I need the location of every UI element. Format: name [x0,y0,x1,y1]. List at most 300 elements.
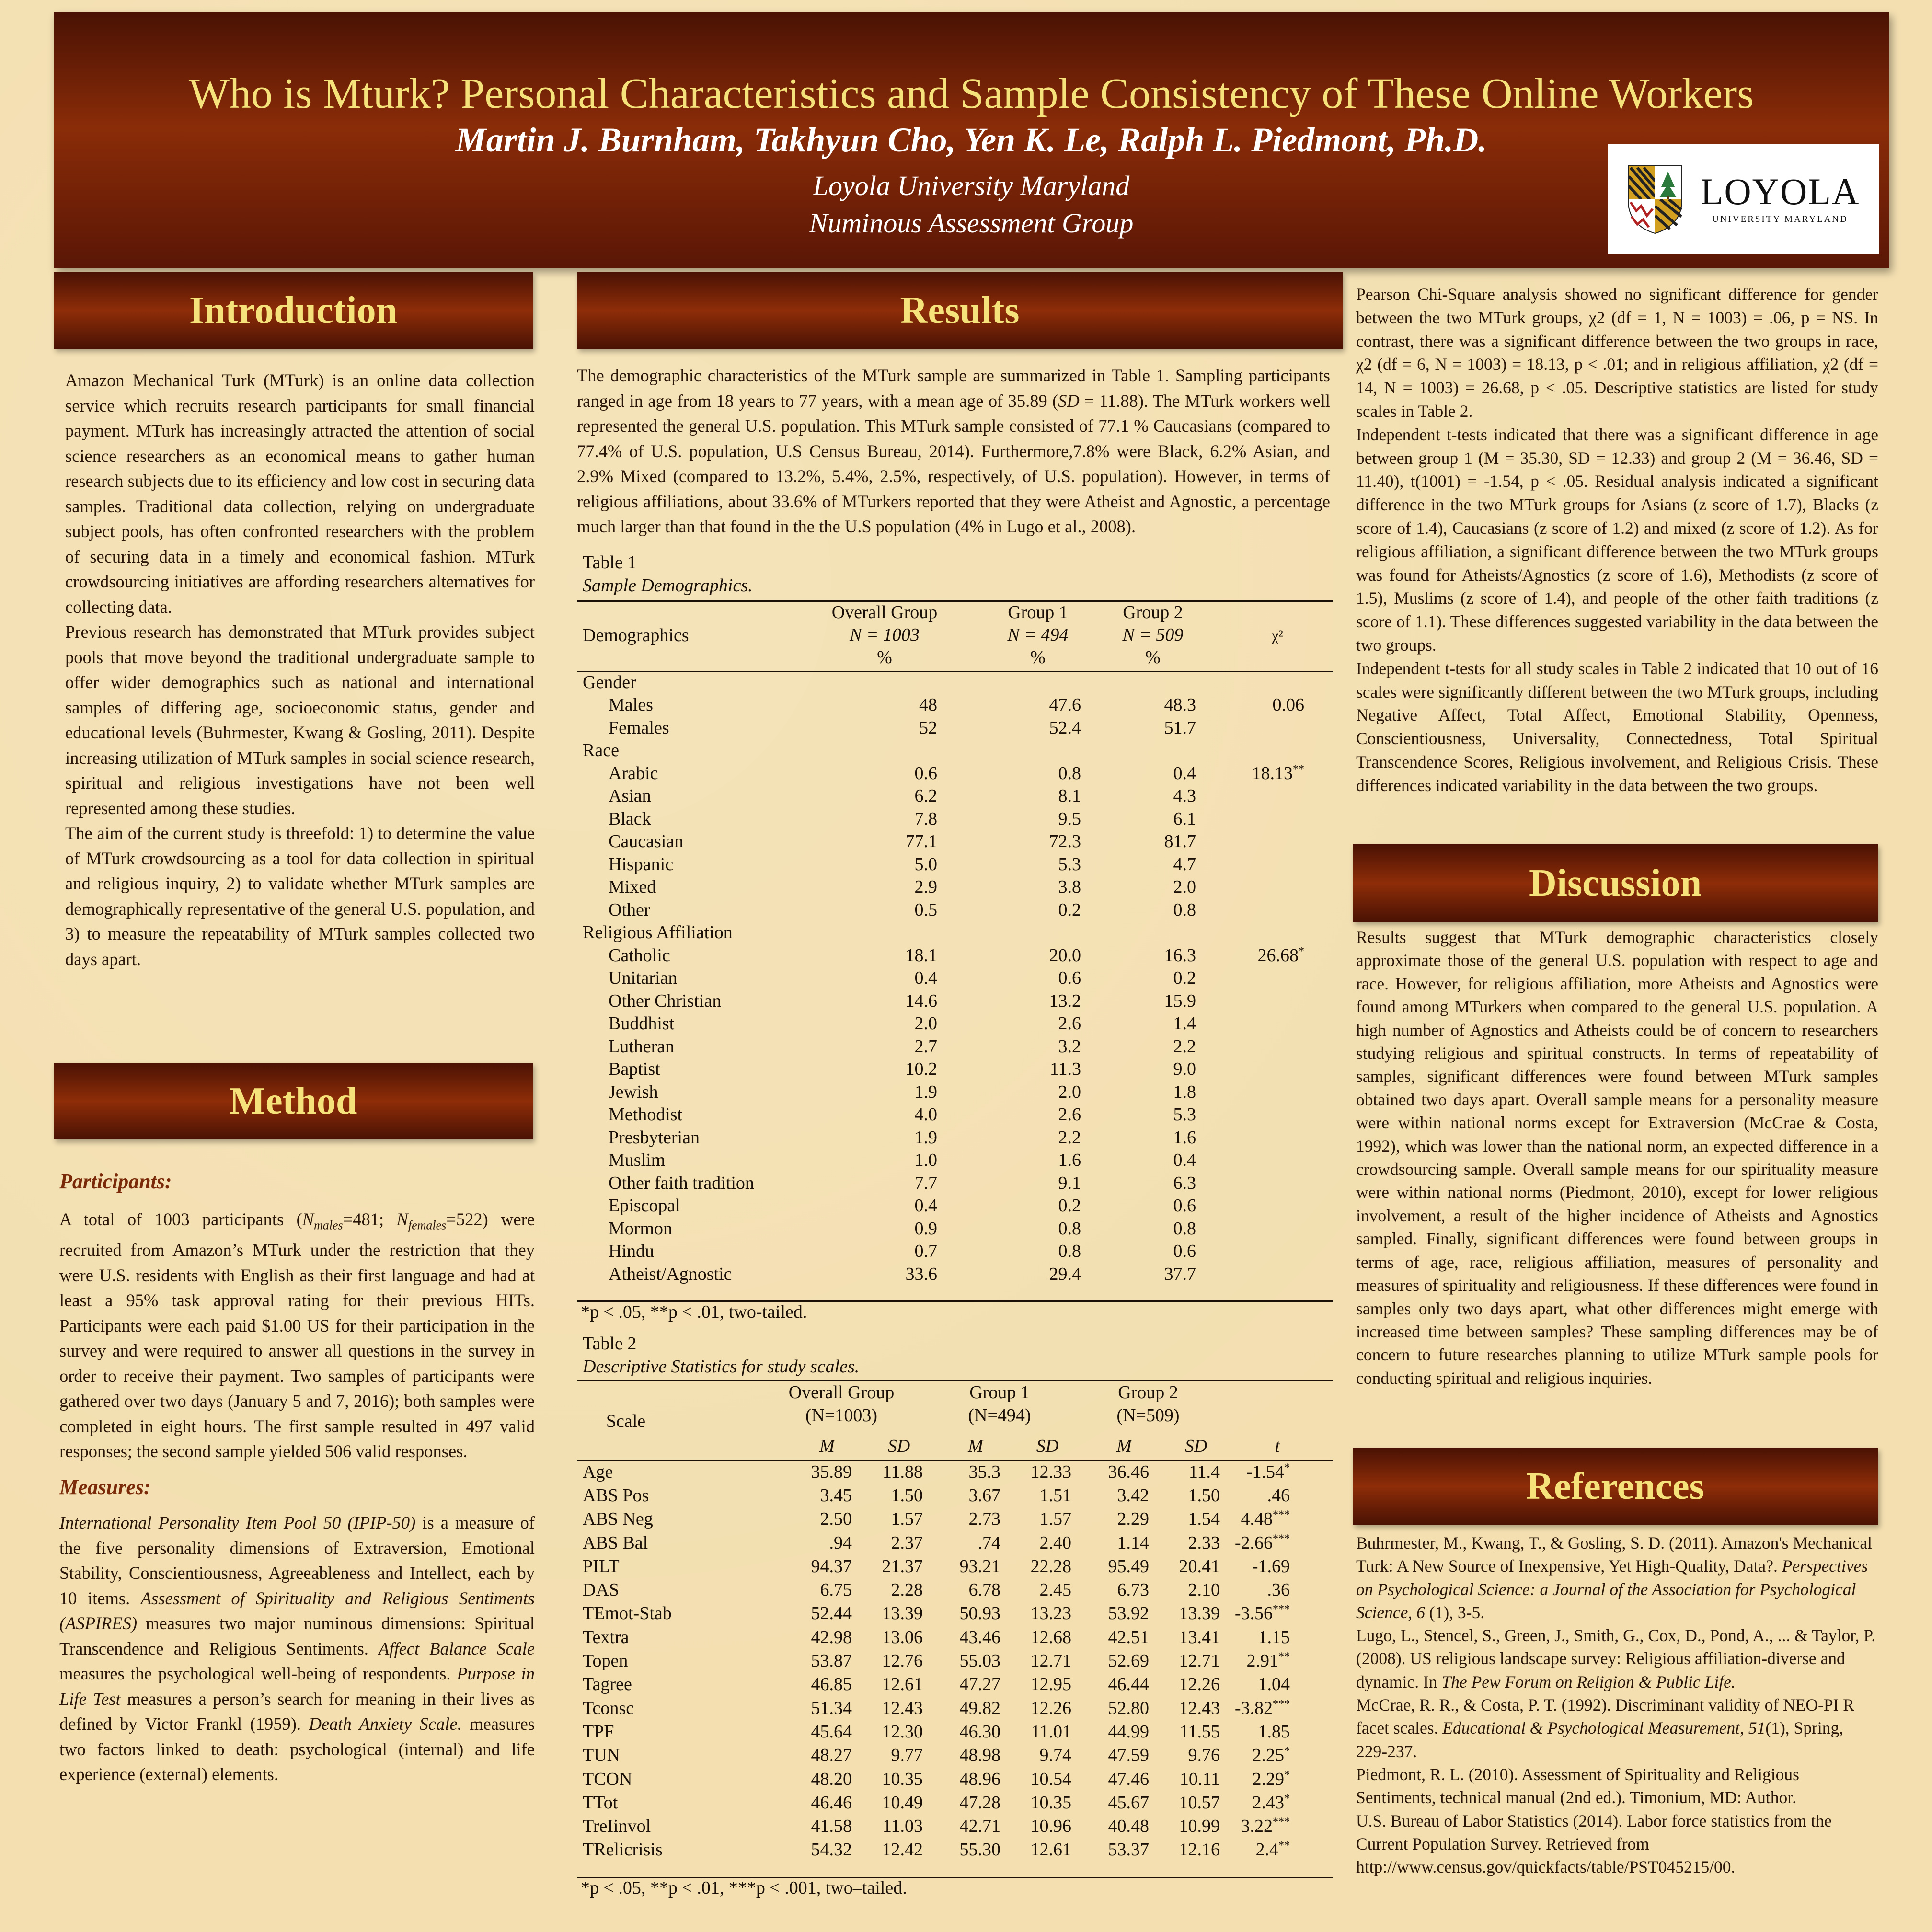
method-heading: Method [54,1063,533,1139]
group2-value: 0.8 [1173,899,1196,920]
group1-value: 3.2 [1058,1036,1081,1057]
group2-sd: 2.10 [1188,1580,1220,1600]
row-label: Catholic [609,945,670,966]
overall-sd: 12.43 [882,1698,923,1718]
overall-value: 6.2 [914,786,937,806]
group1-value: 2.2 [1058,1127,1081,1148]
chi-value [1196,671,1328,694]
scale-label: DAS [583,1580,620,1600]
group2-sd: 20.41 [1179,1556,1220,1576]
group2-value [1081,921,1196,944]
overall-value: 7.8 [914,808,937,829]
overall-sd: 13.39 [882,1603,923,1624]
table-row [583,1554,1328,1578]
table2-caption: Table 2 Descriptive Statistics for study scales. [583,1334,860,1377]
table-row [583,807,1328,830]
table-row [583,1058,1328,1081]
overall-value: 0.9 [914,1218,937,1239]
table-row [583,1035,1328,1058]
group2-sd: 13.41 [1179,1627,1220,1647]
group2-value: 2.0 [1173,877,1196,897]
group2-sd: 11.4 [1188,1461,1220,1482]
overall-value: 18.1 [905,945,937,966]
reference-item: McCrae, R. R., & Costa, P. T. (1992). Discriminant validity of NEO-PI R facet scales. Educational & Psychological Measurement, 51(1), Spring, 229-237. [1356,1695,1854,1761]
table-row [583,989,1328,1012]
table-row [583,1649,1328,1672]
overall-value [784,671,937,694]
group1-value: 47.6 [1049,695,1081,715]
row-label: Other Christian [609,990,722,1011]
overall-mean: 46.85 [811,1674,852,1695]
group2-mean: 95.49 [1108,1556,1149,1576]
row-label: Females [609,717,669,738]
reference-item: Buhrmester, M., Kwang, T., & Gosling, S. D. (2011). Amazon's Mechanical Turk: A New Source of Inexpensive, Yet High-Quality, Data?. Perspectives on Psychological Science: a Journal of the Association for Psychological Science, 6 (1), 3-5. [1356,1533,1873,1622]
row-label: Mormon [609,1218,672,1239]
overall-mean: 51.34 [811,1698,852,1718]
row-label: Presbyterian [609,1127,700,1148]
group2-value: 0.4 [1173,1150,1196,1171]
row-label: Atheist/Agnostic [609,1264,732,1284]
group1-sd: 12.61 [1030,1840,1071,1860]
results-continued [1356,283,1878,797]
overall-sd: 12.30 [882,1721,923,1742]
group2-sd: 13.39 [1179,1603,1220,1624]
group2-sd: 2.33 [1188,1532,1220,1553]
table-row [583,876,1328,899]
group2-sd: 12.26 [1179,1674,1220,1695]
group2-mean: 2.29 [1117,1509,1149,1530]
table2-header: Scale Overall Group (N=1003) Group 1 (N=494) Group 2 (N=509) M SD M SD M SD t [606,1382,1280,1456]
overall-sd: 12.76 [882,1651,923,1671]
table-row [583,1012,1328,1035]
intro-paragraph: The aim of the current study is threefold: 1) to determine the value of MTurk crowdsourcing as a tool for data collection in spiritual and religious inquiry, 2) to validate whether MTurk samples are demographically representative of the general U.S. population, and 3) to measure the repeatability of MTurk samples collected two days apart. [65,823,535,969]
group1-sd: 12.26 [1030,1698,1071,1718]
table2-note: *p < .05, **p < .01, ***p < .001, two–tailed. [581,1878,907,1898]
group2-value: 48.3 [1164,695,1196,715]
row-label: Muslim [609,1150,666,1171]
t-value: 1.15 [1258,1627,1290,1647]
table-row [583,1720,1328,1743]
table-row [583,1814,1328,1838]
crest-icon [1627,163,1683,235]
poster-header [54,12,1889,268]
group2-mean: 42.51 [1108,1627,1149,1647]
table-row [583,1104,1328,1127]
overall-mean: 48.20 [811,1769,852,1789]
affiliation-university: Loyola University Maryland [813,170,1130,201]
table-row [583,671,1328,694]
table-row [583,1240,1328,1263]
scale-label: TCON [583,1769,632,1789]
group1-value: 5.3 [1058,854,1081,874]
group1-mean: 43.46 [959,1627,1000,1647]
chi-value [1196,1081,1328,1104]
overall-mean: 2.50 [820,1509,852,1530]
chi-value [1196,807,1328,830]
group1-mean: 47.28 [959,1792,1000,1813]
group1-value: 52.4 [1049,717,1081,738]
group2-value: 5.3 [1173,1104,1196,1125]
chi-value [1196,1104,1328,1127]
group2-sd: 1.54 [1188,1509,1220,1530]
overall-mean: 53.87 [811,1651,852,1671]
reference-item: Piedmont, R. L. (2010). Assessment of Spirituality and Religious Sentiments, technical manual (2nd ed.). Timonium, MD: Author. [1356,1764,1799,1807]
poster-authors: Martin J. Burnham, Takhyun Cho, Yen K. Le, Ralph L. Piedmont, Ph.D. [455,121,1487,159]
t-value: .46 [1267,1485,1290,1506]
table1-note: *p < .05, **p < .01, two-tailed. [581,1302,807,1322]
group1-value: 9.1 [1058,1173,1081,1193]
chi-value [1196,1263,1328,1286]
overall-sd: 9.77 [891,1745,923,1766]
chi-value [1196,876,1328,899]
group1-value: 2.0 [1058,1081,1081,1102]
reference-item: Lugo, L., Stencel, S., Green, J., Smith, G., Cox, D., Pond, A., ... & Taylor, P. (2008). US religious landscape survey: Religious affiliation-diverse and dynamic. In The Pew Forum on Religion & Public Life. [1356,1626,1876,1691]
results-body [577,363,1330,540]
group1-sd: 9.74 [1039,1745,1071,1766]
table-row [583,921,1328,944]
group1-mean: 48.98 [959,1745,1000,1766]
table-row [583,1149,1328,1172]
group2-mean: 45.67 [1108,1792,1149,1813]
group1-value [937,739,1081,762]
overall-mean: 48.27 [811,1745,852,1766]
row-label: Methodist [609,1104,683,1125]
group2-value: 37.7 [1164,1264,1196,1284]
table1-caption: Table 1 Sample Demographics. [583,552,753,596]
discussion-heading: Discussion [1353,844,1878,922]
table-row [583,1484,1328,1507]
group1-sd: 1.57 [1039,1509,1071,1530]
group1-mean: 46.30 [959,1721,1000,1742]
table-row [583,1126,1328,1149]
group2-value: 16.3 [1164,945,1196,966]
scale-label: TTot [583,1792,618,1813]
chi-value [1196,1217,1328,1240]
overall-value: 52 [919,717,937,738]
overall-mean: 45.64 [811,1721,852,1742]
group1-mean: .74 [978,1532,1000,1553]
overall-sd: 12.42 [882,1840,923,1860]
overall-value: 0.4 [914,968,937,989]
group1-value: 13.2 [1049,990,1081,1011]
overall-value: 0.7 [914,1241,937,1262]
group1-sd: 2.45 [1039,1580,1071,1600]
table-row [583,1744,1328,1767]
group1-mean: 2.73 [968,1509,1000,1530]
overall-value: 1.9 [914,1081,937,1102]
group1-value: 2.6 [1058,1013,1081,1034]
t-value: .36 [1267,1580,1290,1600]
table-row [583,1263,1328,1286]
results-ttest-paragraph: Independent t-tests indicated that there was a significant difference in age between group 1 (M = 35.30, SD = 12.33) and group 2 (M = 36.46, SD = 11.40), t(1001) = -1.54, p < .05. Residual analysis indicated a significant difference in the two MTurk groups for Asians (z score of 1.7), Blacks (z score of 1.4), Caucasians (z score of 1.2) and mixed (z score of 1.2). As for religious affiliation, a significant difference between the two MTurk groups was found for Atheists/Agnostics (z score of 1.6), Methodists (z score of 1.5), Muslims (z score of 1.4), and people of the other faith traditions (z score of 1.1). These differences suggested variability in the data between the two groups. [1356,425,1878,655]
measures-heading: Measures: [59,1475,151,1499]
group2-mean: 47.59 [1108,1745,1149,1766]
table-row [583,1696,1328,1720]
group2-value [1081,671,1196,694]
scale-label: TRelicrisis [583,1840,663,1860]
overall-value: 10.2 [905,1059,937,1080]
group1-value: 0.6 [1058,968,1081,989]
group2-sd: 10.57 [1179,1792,1220,1813]
intro-paragraph: Previous research has demonstrated that MTurk provides subject pools that move beyond the traditional undergraduate sample to offer wider demographics such as national and international samples of differing age, socioeconomic status, gender and educational levels (Buhrmester, Kwang & Gosling, 2011). Despite increasing utilization of MTurk samples in social science research, spiritual and religious investigations have not been well represented among these studies. [65,622,535,818]
chi-value: 0.06 [1272,695,1304,715]
overall-value: 48 [919,695,937,715]
table-row [583,694,1328,717]
chi-value [1196,716,1328,739]
table-row [583,1217,1328,1240]
measures-paragraph: International Personality Item Pool 50 (IPIP-50) is a measure of the five personality dimensions of Extraversion, Emotional Stability, Conscientiousness, Agreeableness and Intellect, each by 10 items. Assessment of Spirituality and Religious Sentiments (ASPIRES) measures two major numinous dimensions: Spiritual Transcendence and Religious Sentiments. Affect Balance Scale measures the psychological well-being of respondents. Purpose in Life Test measures a person’s search for meaning in their lives as defined by Victor Frankl (1959). Death Anxiety Scale. measures two factors linked to death: psychological (internal) and life experience (external) elements. [59,1513,535,1784]
overall-mean: 52.44 [811,1603,852,1624]
table-row [583,1767,1328,1791]
row-label: Buddhist [609,1013,675,1034]
row-label: Asian [609,786,651,806]
overall-value: 1.0 [914,1150,937,1171]
group1-value: 20.0 [1049,945,1081,966]
row-label: Unitarian [609,968,678,989]
t-value: 2.4** [1255,1839,1290,1860]
discussion-body [1356,926,1878,1390]
group2-mean: 53.37 [1108,1840,1149,1860]
overall-value: 2.7 [914,1036,937,1057]
scale-label: TEmot-Stab [583,1603,672,1624]
overall-value: 0.5 [914,899,937,920]
chi-value [1196,1172,1328,1195]
overall-sd: 2.28 [891,1580,923,1600]
row-label: Arabic [609,763,658,783]
group2-sd: 10.11 [1179,1769,1220,1789]
chi-value [1196,1012,1328,1035]
scale-label: TreIinvol [583,1816,651,1837]
group1-sd: 10.54 [1030,1769,1071,1789]
chi-value [1196,1058,1328,1081]
group1-sd: 2.40 [1039,1532,1071,1553]
table-row [583,967,1328,990]
group1-value: 0.8 [1058,763,1081,783]
group2-mean: 52.69 [1108,1651,1149,1671]
results-heading: Results [577,272,1343,349]
row-label: Hindu [609,1241,654,1262]
table-row [583,1838,1328,1862]
group2-mean: 6.73 [1117,1580,1149,1600]
group2-sd: 11.55 [1179,1721,1220,1742]
t-value: 3.22*** [1241,1816,1290,1837]
overall-mean: 94.37 [811,1556,852,1576]
group2-mean: 53.92 [1108,1603,1149,1624]
method-body [59,1169,535,1787]
scale-label: ABS Bal [583,1532,648,1553]
scale-label: Topen [583,1651,628,1671]
overall-sd: 10.49 [882,1792,923,1813]
group2-value: 1.4 [1173,1013,1196,1034]
overall-value: 4.0 [914,1104,937,1125]
overall-mean: 3.45 [820,1485,852,1506]
group2-sd: 12.43 [1179,1698,1220,1718]
t-value: 4.48*** [1241,1508,1290,1530]
group1-mean: 55.03 [959,1651,1000,1671]
group1-mean: 50.93 [959,1603,1000,1624]
overall-sd: 21.37 [882,1556,923,1576]
row-label: Black [609,808,651,829]
group2-value: 2.2 [1173,1036,1196,1057]
references-heading: References [1353,1448,1878,1525]
overall-value: 7.7 [914,1173,937,1193]
row-label: Religious Affiliation [583,922,733,943]
overall-value: 1.9 [914,1127,937,1148]
t-value: 2.91** [1246,1650,1290,1671]
logo-name: LOYOLA [1700,171,1860,212]
row-label: Other [609,899,650,920]
group1-value: 0.8 [1058,1218,1081,1239]
group2-value: 51.7 [1164,717,1196,738]
group2-value: 0.6 [1173,1241,1196,1262]
table-row [583,1507,1328,1531]
t-value: 2.25* [1252,1745,1290,1766]
t-value: 1.04 [1258,1674,1290,1695]
t-value: 2.43* [1252,1792,1290,1813]
row-label: Mixed [609,877,656,897]
row-label: Hispanic [609,854,674,874]
scale-label: Tagree [583,1674,632,1695]
table-row [583,1195,1328,1218]
table-row [583,853,1328,876]
group2-sd: 1.50 [1188,1485,1220,1506]
overall-sd: 10.35 [882,1769,923,1789]
group2-value: 81.7 [1164,831,1196,852]
intro-paragraph: Amazon Mechanical Turk (MTurk) is an online data collection service which recruits research participants for small financial payment. MTurk has increasingly attracted the attention of social science researchers as an economical means to gather human research subjects due to its efficiency and low cost in securing data samples. Traditional data collection, relying on undergraduate subject pools, has often confronted researchers with the problem of securing data in a timely and economical fashion. MTurk crowdsourcing initiatives are affording researchers alternatives for collecting data. [65,370,535,617]
table-row [583,1172,1328,1195]
group1-mean: 47.27 [959,1674,1000,1695]
group1-sd: 10.96 [1030,1816,1071,1837]
poster-title: Who is Mturk? Personal Characteristics and Sample Consistency of These Online Workers [188,70,1754,117]
chi-value [1196,830,1328,853]
t-value: -3.82*** [1234,1697,1290,1718]
overall-value: 0.4 [914,1196,937,1216]
table2 [583,1460,1328,1862]
row-label: Males [609,695,653,715]
overall-value: 2.9 [914,877,937,897]
chi-value [1196,853,1328,876]
t-value: -2.66*** [1234,1532,1290,1553]
scale-label: ABS Pos [583,1485,649,1506]
group2-value: 6.1 [1173,808,1196,829]
t-value: -1.54* [1246,1461,1290,1482]
group1-mean: 55.30 [959,1840,1000,1860]
group2-mean: 3.42 [1117,1485,1149,1506]
overall-mean: 46.46 [811,1792,852,1813]
group2-value: 4.7 [1173,854,1196,874]
chi-value [1196,898,1328,921]
group1-value: 9.5 [1058,808,1081,829]
group1-value: 8.1 [1058,786,1081,806]
results-paragraph: The demographic characteristics of the MTurk sample are summarized in Table 1. Sampling participants ranged in age from 18 years to 77 years, with a mean age of 35.89 (SD = 11.88). The MTurk workers well represented the general U.S. population. This MTurk sample consisted of 77.1 % Caucasians (compared to 77.4% of U.S. population, U.S Census Bureau, 2014). Furthermore,7.8% were Black, 6.2% Asian, and 2.9% Mixed (compared to 13.2%, 5.4%, 2.5%, respectively, of U.S. population). However, in terms of religious affiliations, about 33.6% of MTurkers reported that they were Atheist and Agnostic, a percentage much larger than that found in the the U.S population (4% in Lugo et al., 2008). [577,366,1330,536]
group1-mean: 35.3 [968,1461,1000,1482]
overall-mean: 35.89 [811,1461,852,1482]
chi-value [1196,1240,1328,1263]
group2-sd: 12.16 [1179,1840,1220,1860]
group2-value: 0.8 [1173,1218,1196,1239]
references-list [1356,1531,1878,1878]
group2-mean: 1.14 [1117,1532,1149,1553]
group1-value: 2.6 [1058,1104,1081,1125]
reference-item: U.S. Bureau of Labor Statistics (2014). Labor force statistics from the Current Population Survey. Retrieved from http://www.census.gov/quickfacts/table/PST045215/00. [1356,1811,1832,1877]
chi-value [1196,1126,1328,1149]
overall-value: 14.6 [905,990,937,1011]
chi-value [1196,989,1328,1012]
group1-mean: 6.78 [968,1580,1000,1600]
overall-mean: .94 [829,1532,852,1553]
group1-value: 0.2 [1058,899,1081,920]
group1-value: 1.6 [1058,1150,1081,1171]
table-row [583,830,1328,853]
row-label: Gender [583,672,636,692]
t-value: -1.69 [1252,1556,1290,1576]
group2-sd: 10.99 [1179,1816,1220,1837]
table-row [583,1578,1328,1601]
group1-value: 0.8 [1058,1241,1081,1262]
overall-value: 2.0 [914,1013,937,1034]
row-label: Caucasian [609,831,684,852]
group2-value: 4.3 [1173,786,1196,806]
row-label: Jewish [609,1081,658,1102]
group2-value: 1.6 [1173,1127,1196,1148]
chi-value: 18.13** [1252,763,1304,783]
overall-mean: 6.75 [820,1580,852,1600]
chi-value [1196,967,1328,990]
scale-label: Tconsc [583,1698,634,1718]
t-value: 1.85 [1258,1721,1290,1742]
group1-sd: 13.23 [1030,1603,1071,1624]
overall-sd: 13.06 [882,1627,923,1647]
table-row [583,898,1328,921]
table-row [583,1791,1328,1814]
group1-value: 11.3 [1049,1059,1081,1080]
table-row [583,1625,1328,1649]
discussion-paragraph: Results suggest that MTurk demographic characteristics closely approximate those of the general U.S. population with respect to age and race. However, for religious affiliation, more Atheists and Agnostics were found among MTurkers when compared to the general U.S. population. A high number of Agnostics and Atheists could be of concern to researchers studying religious and spiritual constructs. In terms of repeatability of samples, significant differences were found between MTurk samples obtained two days apart. Overall sample means for a personality measure were within national norms except for Extraversion (McCrae & Costa, 1992), which was lower than the national norm, an expected difference in a crowdsourcing sample. Overall sample means for our spirituality measure were within national norms (Piedmont, 2010), except for lower religious involvement, a result of the higher incidence of Atheists and Agnostics sampled. Finally, significant differences were found between groups in terms of age, race, religious affiliation, measures of personality and measures of spirituality and religiousness. If these differences were found in samples only two days apart, what other differences might emerge with increased time between samples? These sampling differences may be of concern to future researches planning to utilize MTurk sample pools for conducting spiritual and religious inquiries. [1356,928,1878,1388]
group2-mean: 46.44 [1108,1674,1149,1695]
scale-label: Textra [583,1627,629,1647]
group2-mean: 52.80 [1108,1698,1149,1718]
overall-sd: 11.03 [882,1816,923,1837]
row-label: Baptist [609,1059,660,1080]
chi-value [1196,785,1328,808]
group2-value: 1.8 [1173,1081,1196,1102]
table-row [583,1460,1328,1484]
t-value: -3.56*** [1234,1603,1290,1624]
table-row [583,762,1328,785]
group1-value: 72.3 [1049,831,1081,852]
group2-mean: 36.46 [1108,1461,1149,1482]
participants-heading: Participants: [59,1170,172,1193]
group2-value: 0.6 [1173,1196,1196,1216]
overall-value [784,921,937,944]
overall-value: 77.1 [905,831,937,852]
table-row [583,1673,1328,1696]
chi-value [1196,1195,1328,1218]
group2-mean: 44.99 [1108,1721,1149,1742]
group1-sd: 1.51 [1039,1485,1071,1506]
chi-value [1196,1149,1328,1172]
overall-sd: 1.50 [891,1485,923,1506]
table-row [583,739,1328,762]
results-scales-paragraph: Independent t-tests for all study scales in Table 2 indicated that 10 out of 16 scales were significantly different between the two MTurk groups, including Negative Affect, Total Affect, Emotional Stability, Openness, Conscientiousness, Universality, Connectedness, Total Spiritual Transcendence Scores, Religious involvement, and Religious Crisis. These differences indicated variability in the data between the two groups. [1356,658,1878,795]
overall-value: 0.6 [914,763,937,783]
row-label: Episcopal [609,1196,680,1216]
overall-mean: 41.58 [811,1816,852,1837]
group1-sd: 22.28 [1030,1556,1071,1576]
table1-header: Demographics Overall Group N = 1003 % Group 1 N = 494 % Group 2 N = 509 % χ² [583,602,1283,667]
group2-value: 0.4 [1173,763,1196,783]
affiliation-group: Numinous Assessment Group [809,207,1134,239]
